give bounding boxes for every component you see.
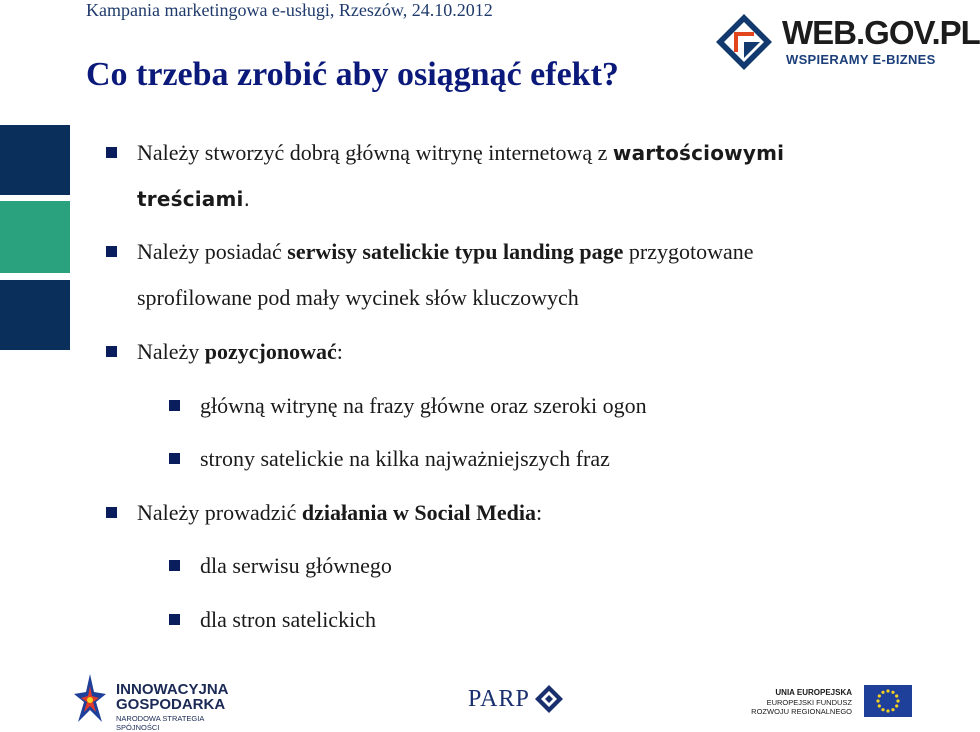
bullet-2-text-2: przygotowane [623,239,754,264]
eu-flag-icon [864,685,912,717]
innowacyjna-gospodarka-logo [72,672,242,732]
bullet-4-colon: : [535,500,543,525]
bullet-3-text: Należy [137,339,205,364]
slide-title: Co trzeba zrobić aby osiągnąć efekt? [86,56,619,93]
square-bullet-icon [169,400,180,411]
ig-line2: GOSPODARKA [116,696,226,713]
bullet-2-text-3: sprofilowane pod mały wycinek słów kluczowych [137,285,579,310]
square-bullet-icon [169,560,180,571]
webgov-logo-name: WEB.GOV.PL [782,14,980,51]
ig-star-icon [72,672,108,726]
bullet-4-text: Należy prowadzić [137,500,302,525]
parp-mark-icon [534,684,564,714]
webgov-logo [712,8,980,80]
eu-logo [751,682,912,722]
ig-line1: INNOWACYJNA [116,681,229,698]
sidebar-block-navy-bottom [0,280,70,350]
bullet-3a [200,383,900,429]
square-bullet-icon [106,147,117,158]
bullet-2-text: Należy posiadać [137,239,288,264]
bullet-1-bold-2: treściami [137,187,244,211]
parp-logo [468,682,568,722]
sidebar-block-teal [0,201,70,273]
bullet-3-colon: : [336,339,343,364]
bullet-1-text: Należy stworzyć dobrą główną witrynę internetową z [137,140,613,165]
bullet-4a [200,543,900,589]
bullet-4-bold: działania w Social Media [301,500,536,525]
bullet-4a-text: dla serwisu głównego [200,553,392,578]
eu-line2: EUROPEJSKI FUNDUSZ [766,698,852,707]
bullet-3a-text: główną witrynę na frazy główne oraz szeroki ogon [200,393,647,418]
bullet-2 [137,229,917,321]
eu-line3: ROZWOJU REGIONALNEGO [751,707,852,716]
square-bullet-icon [106,507,117,518]
webgov-logo-tagline: WSPIERAMY E-BIZNES [786,52,936,67]
bullet-4 [137,490,917,536]
bullet-3-bold: pozycjonować [204,339,337,364]
square-bullet-icon [106,246,117,257]
parp-text: PARP [468,686,530,712]
webgov-logo-mark-icon [712,10,776,74]
ig-line3: NARODOWA STRATEGIA SPÓJNOŚCI [116,714,204,732]
square-bullet-icon [169,614,180,625]
bullet-3b-text: strony satelickie na kilka najważniejszych fraz [200,446,610,471]
bullet-1-bold: wartościowymi [612,141,785,165]
bullet-2-bold: serwisy satelickie typu landing page [287,239,624,264]
bullet-3 [137,329,917,375]
square-bullet-icon [106,346,117,357]
sidebar-block-navy-top [0,125,70,195]
bullet-1-period: . [243,187,251,211]
bullet-4b [200,597,900,643]
bullet-4b-text: dla stron satelickich [200,607,376,632]
bullet-3b [200,436,900,482]
header-event-line: Kampania marketingowa e-usługi, Rzeszów, 24.10.2012 [86,0,493,20]
eu-line1: UNIA EUROPEJSKA [775,688,852,697]
bullet-1 [137,130,917,222]
square-bullet-icon [169,453,180,464]
